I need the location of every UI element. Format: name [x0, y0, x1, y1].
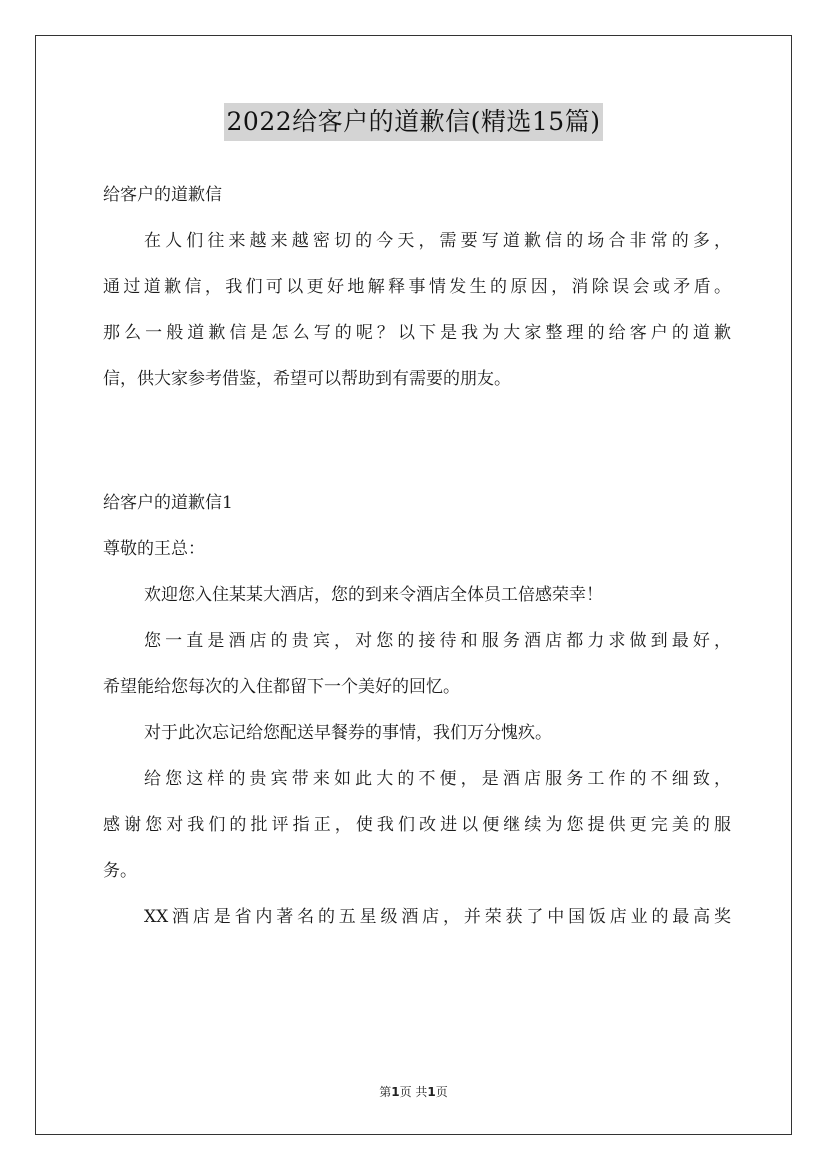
intro-line: 通过道歉信，我们可以更好地解释事情发生的原因，消除误会或矛盾。: [103, 277, 731, 297]
intro-line: 信，供大家参考借鉴，希望可以帮助到有需要的朋友。: [103, 369, 511, 389]
footer-current-page: 1: [391, 1085, 400, 1099]
letter-line: 给您这样的贵宾带来如此大的不便，是酒店服务工作的不细致，: [144, 769, 731, 789]
footer-suffix: 页: [435, 1085, 448, 1099]
letter-line: 希望能给您每次的入住都留下一个美好的回忆。: [103, 677, 460, 697]
letter-line: XX酒店是省内著名的五星级酒店，并荣获了中国饭店业的最高奖: [144, 907, 731, 927]
paragraph-spacer: [103, 402, 731, 480]
letter-line: 对于此次忘记给您配送早餐券的事情，我们万分愧疚。: [144, 723, 552, 743]
footer-total-pages: 1: [427, 1085, 436, 1099]
intro-line: 那么一般道歉信是怎么写的呢？以下是我为大家整理的给客户的道歉: [103, 323, 731, 343]
letter-line: 务。: [103, 861, 137, 881]
footer-prefix: 第: [379, 1085, 392, 1099]
letter-line: 感谢您对我们的批评指正，使我们改进以便继续为您提供更完美的服: [103, 815, 731, 835]
letter-line: 您一直是酒店的贵宾，对您的接待和服务酒店都力求做到最好，: [144, 631, 731, 651]
title-container: [0, 103, 827, 141]
footer-middle: 页 共: [399, 1085, 428, 1099]
page-footer: [0, 1083, 827, 1100]
letter-heading: 给客户的道歉信1: [103, 493, 233, 513]
section-heading: 给客户的道歉信: [103, 185, 222, 205]
document-body: [103, 172, 731, 940]
letter-line: 欢迎您入住某某大酒店，您的到来令酒店全体员工倍感荣幸！: [144, 585, 603, 605]
document-title: 2022给客户的道歉信(精选15篇): [224, 103, 604, 141]
intro-line: 在人们往来越来越密切的今天，需要写道歉信的场合非常的多，: [144, 231, 731, 251]
letter-salutation: 尊敬的王总：: [103, 539, 205, 559]
